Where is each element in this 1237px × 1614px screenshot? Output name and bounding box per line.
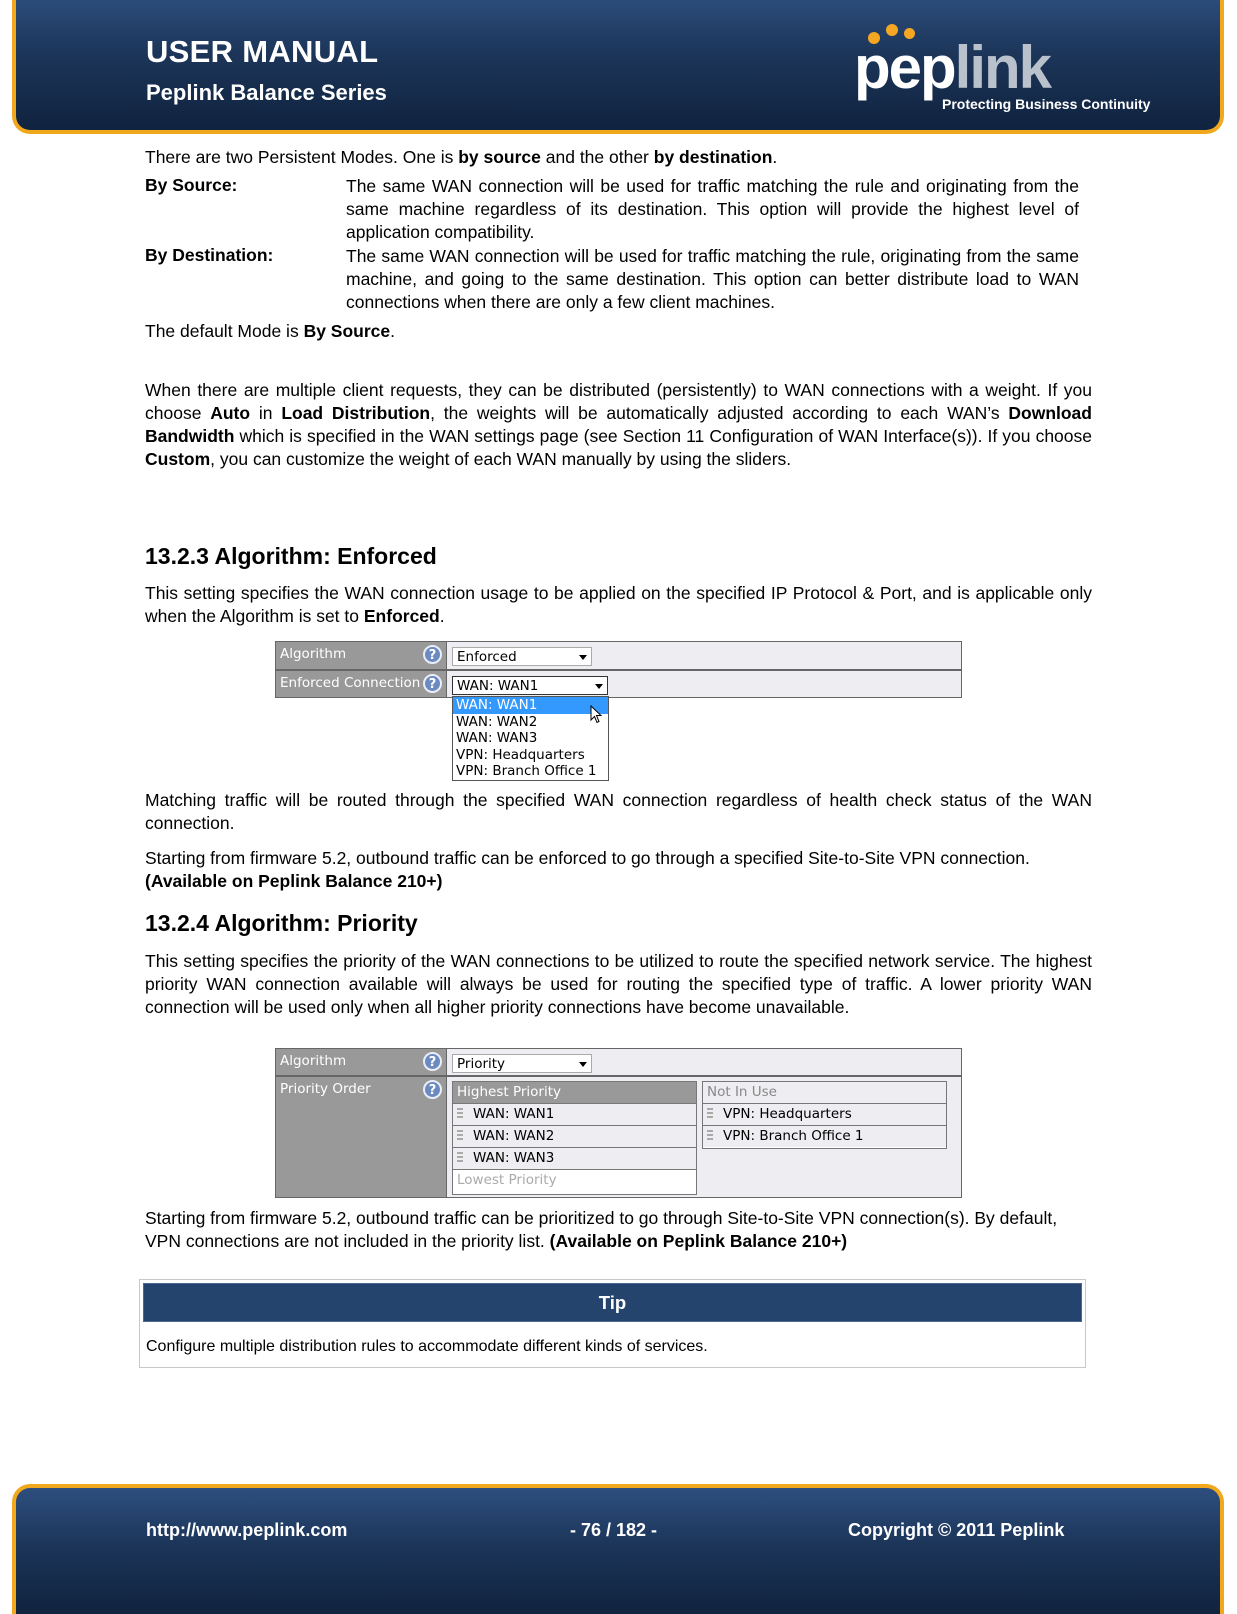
enforced-settings-screenshot [275,641,962,781]
not-in-use-item[interactable]: VPN: Branch Office 1 [703,1126,946,1147]
footer-copyright: Copyright © 2011 Peplink [848,1520,1065,1540]
priority-description: This setting specifies the priority of the WAN connections to be utilized to route the specified network service. The highest priority WAN connection available will always be used for routing the specified type of traffic. A lower priority WAN connection will be used only when all higher priority connections have become unavailable. [145,951,1092,1017]
dropdown-option[interactable]: VPN: Headquarters [456,746,585,763]
priority-item[interactable]: WAN: WAN2 [453,1126,696,1148]
by-destination-text: The same WAN connection will be used for traffic matching the rule, originating from the same machine, and going to the same destination. This option can better distribute load to WAN connections when there are only a few client machines. [346,246,1079,312]
not-in-use-header: Not In Use [703,1082,946,1104]
priority-settings-screenshot [275,1048,962,1198]
algorithm-select[interactable]: Enforced [452,647,592,666]
enforced-connection-row [275,670,962,698]
highest-priority-header: Highest Priority [453,1082,696,1104]
mouse-cursor-icon [590,705,604,725]
tip-box [139,1279,1086,1368]
by-destination-label: By Destination: [145,245,274,265]
priority-order-label: Priority Order ? [275,1076,447,1198]
dropdown-option[interactable]: WAN: WAN1 [453,697,608,714]
manual-subtitle: Peplink Balance Series [146,80,387,105]
not-in-use-list [702,1081,947,1149]
priority-firmware-note: Starting from firmware 5.2, outbound traffic can be prioritized to go through Site-to-Site VPN connection(s). By default, VPN connections are not included in the priority list. (Available on Peplink Balance 210+) [145,1208,1058,1251]
algorithm-label: Algorithm ? [275,1048,447,1076]
manual-title: USER MANUAL [146,34,379,69]
enforced-firmware-note: Starting from firmware 5.2, outbound traffic can be enforced to go through a specified Site-to-Site VPN connection. (Available on Peplink Balance 210+) [145,848,1030,891]
algorithm-label: Algorithm ? [275,641,447,670]
tip-text: Configure multiple distribution rules to accommodate different kinds of services. [146,1338,708,1355]
help-icon[interactable]: ? [423,1080,442,1099]
help-icon[interactable]: ? [423,674,442,693]
lowest-priority-footer: Lowest Priority [457,1172,557,1188]
by-source-text: The same WAN connection will be used for traffic matching the rule and originating from the same machine regardless of its destination. This option will provide the highest level of application compatibility. [346,176,1079,242]
footer-band [12,1484,1224,1614]
algorithm-select[interactable]: Priority [452,1054,592,1073]
chevron-down-icon [579,1062,587,1067]
algorithm-row [275,641,962,670]
enforced-connection-select[interactable]: WAN: WAN1 [452,676,608,695]
priority-algorithm-row [275,1048,962,1076]
peplink-logo [846,18,1176,118]
page-number: - 76 / 182 - [570,1520,658,1540]
chevron-down-icon [595,684,603,689]
enforced-description: This setting specifies the WAN connection usage to be applied on the specified IP Protocol & Port, and is applicable only when the Algorithm is set to Enforced. [145,583,1092,626]
by-source-label: By Source: [145,175,238,195]
dropdown-option[interactable]: WAN: WAN2 [456,713,538,730]
priority-heading: 13.2.4 Algorithm: Priority [145,910,418,936]
weights-paragraph: When there are multiple client requests, they can be distributed (persistently) to WAN connections with a weight. If you choose Auto in Load Distribution, the weights will be automatically adjusted according to each WAN’s Download Bandwidth which is specified in the WAN settings page (see Section 11 Configuration of WAN Interface(s)). If you choose Custom, you can customize the weight of each WAN manually by using the sliders. [145,380,1092,469]
enforced-matching-text: Matching traffic will be routed through the specified WAN connection regardless of health check status of the WAN connection. [145,790,1092,833]
default-mode-text: The default Mode is By Source. [145,321,395,341]
tip-title: Tip [143,1283,1082,1322]
enforced-heading: 13.2.3 Algorithm: Enforced [145,543,437,569]
priority-item[interactable]: WAN: WAN1 [453,1104,696,1126]
enforced-connection-dropdown [452,696,609,781]
persistence-intro: There are two Persistent Modes. One is by source and the other by destination. [145,147,778,167]
logo-wordmark: peplink [854,34,1051,101]
priority-item[interactable]: WAN: WAN3 [453,1148,696,1170]
logo-tagline: Protecting Business Continuity [942,96,1151,112]
dropdown-option[interactable]: VPN: Branch Office 1 [456,763,597,780]
dropdown-option[interactable]: WAN: WAN3 [456,730,538,747]
enforced-connection-label: Enforced Connection ? [275,670,447,698]
chevron-down-icon [579,655,587,660]
footer-url[interactable]: http://www.peplink.com [146,1520,348,1540]
priority-order-row [275,1076,962,1198]
help-icon[interactable]: ? [423,645,442,664]
not-in-use-item[interactable]: VPN: Headquarters [703,1104,946,1126]
priority-in-use-list [452,1081,697,1195]
help-icon[interactable]: ? [423,1052,442,1071]
